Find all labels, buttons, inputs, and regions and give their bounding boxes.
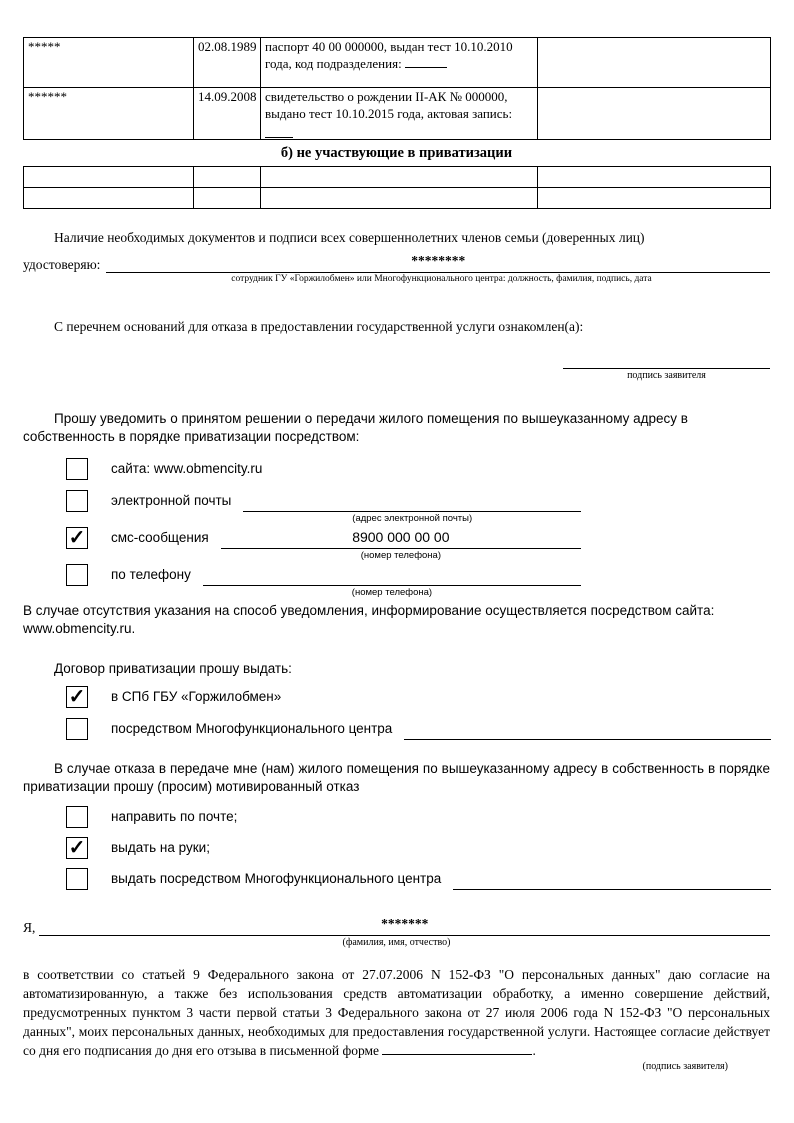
consent-pronoun: Я, (23, 919, 36, 935)
member-name-cell[interactable] (24, 166, 194, 187)
refusal-option-mfc (66, 868, 771, 890)
act-record-blank[interactable] (265, 125, 293, 138)
unit-code-blank[interactable] (405, 57, 447, 68)
document-cell[interactable] (261, 187, 538, 208)
participants-table (23, 37, 771, 140)
website-label: сайта: www.obmencity.ru (111, 460, 263, 476)
member-name-cell[interactable] (24, 187, 194, 208)
notify-intro: Прошу уведомить о принятом решении о передачи жилого помещения по вышеуказанному адресу в собственность в порядке приватизации посредством: (23, 410, 688, 444)
mail-checkbox[interactable] (66, 806, 88, 828)
refusal-intro: В случае отказа в передаче мне (нам) жилого помещения по вышеуказанному адресу в собственность в порядке приватизации прошу (просим) мотивированный отказ (23, 760, 770, 794)
table-row (24, 88, 771, 140)
member-name-cell: ****** (24, 88, 194, 140)
contract-mfc-checkbox[interactable] (66, 718, 88, 740)
birthdate-cell[interactable] (194, 187, 261, 208)
birthdate-cell: 14.09.2008 (194, 88, 261, 140)
consent-name-caption: (фамилия, имя, отчество) (342, 936, 451, 948)
non-participants-table (23, 166, 771, 209)
notify-option-email (66, 490, 581, 524)
notify-option-phone (66, 564, 581, 598)
certify-signature-field[interactable]: ******** (106, 253, 770, 273)
consent-name-field[interactable]: ******* (39, 916, 770, 936)
notify-option-sms (66, 527, 581, 561)
signature-cell[interactable] (538, 88, 771, 140)
consent-signature-caption: (подпись заявителя) (642, 1060, 728, 1072)
contract-option-mfc (66, 718, 771, 740)
applicant-signature-block (563, 354, 770, 382)
certify-paragraph: Наличие необходимых документов и подписи всех совершеннолетних членов семьи (доверенных лиц) (54, 229, 645, 245)
email-field-caption: (адрес электронной почты) (352, 512, 473, 524)
refusal-mfc-field[interactable] (453, 868, 771, 890)
sms-checkbox[interactable]: ✓ (66, 527, 88, 549)
consent-body (23, 965, 770, 1060)
fallback-note: В случае отсутствия указания на способ уведомления, информирование осуществляется посредством сайта: www.obmencity.ru. (23, 602, 715, 636)
consent-withdraw-blank[interactable] (382, 1043, 532, 1055)
contract-mfc-label: посредством Многофункционального центра (111, 720, 393, 736)
contract-mfc-field[interactable] (404, 718, 771, 740)
document-cell (261, 88, 538, 140)
table-row (24, 187, 771, 208)
sms-label: смс-сообщения (111, 529, 209, 545)
website-checkbox[interactable] (66, 458, 88, 480)
refusal-option-inperson (66, 837, 770, 859)
inperson-checkbox[interactable]: ✓ (66, 837, 88, 859)
signature-cell[interactable] (538, 187, 771, 208)
email-field[interactable] (243, 490, 581, 512)
phone-field-caption: (номер телефона) (351, 586, 433, 598)
signature-caption: подпись заявителя (627, 369, 706, 381)
birthdate-cell[interactable] (194, 166, 261, 187)
refusal-mfc-label: выдать посредством Многофункционального центра (111, 870, 442, 886)
birthdate-cell: 02.08.1989 (194, 38, 261, 88)
table-row (24, 38, 771, 88)
table-row (24, 166, 771, 187)
document-text: свидетельство о рождении II-АК № 000000, выдано тест 10.10.2015 года, актовая запись: (265, 89, 513, 121)
refusal-option-mail (66, 806, 770, 828)
document-cell[interactable] (261, 166, 538, 187)
consent-period: . (532, 1042, 536, 1058)
refusal-mfc-checkbox[interactable] (66, 868, 88, 890)
phone-checkbox[interactable] (66, 564, 88, 586)
phone-field[interactable] (203, 564, 581, 586)
document-text: паспорт 40 00 000000, выдан тест 10.10.2010 года, код подразделения: (265, 39, 513, 71)
consent-body-text: в соответствии со статьей 9 Федерального закона от 27.07.2006 N 152-ФЗ "О персональных данных" даю согласие на автоматизированную, а также без использования средств автоматизации обработку, а именно совершение действий, предусмотренных пунктом 3 части первой статьи 3 Федерального закона от 27 июля 2006 года N 152-ФЗ "О персональных данных", моих персональных данных, необходимых для предоставления государственной услуги. Настоящее согласие действует со дня его подписания до дня его отзыва в письменной форме (23, 966, 770, 1058)
signature-cell[interactable] (538, 166, 771, 187)
section-b-heading: б) не участвующие в приватизации (280, 144, 513, 161)
gorzhilobmen-label: в СПб ГБУ «Горжилобмен» (111, 688, 282, 704)
notify-option-website (66, 458, 770, 480)
phone-label: по телефону (111, 566, 191, 582)
refusal-ack-paragraph: С перечнем оснований для отказа в предоставлении государственной услуги ознакомлен(а): (54, 318, 584, 334)
contract-option-gorzhilobmen (66, 686, 770, 708)
gorzhilobmen-checkbox[interactable]: ✓ (66, 686, 88, 708)
signature-cell[interactable] (538, 38, 771, 88)
certify-caption: сотрудник ГУ «Горжилобмен» или Многофункционального центра: должность, фамилия, подпись, дата (231, 273, 652, 284)
inperson-label: выдать на руки; (111, 839, 210, 855)
sms-field-caption: (номер телефона) (360, 549, 441, 561)
contract-intro: Договор приватизации прошу выдать: (54, 660, 292, 676)
email-label: электронной почты (111, 492, 232, 508)
applicant-signature-line[interactable] (563, 354, 770, 369)
document-cell (261, 38, 538, 88)
sms-phone-field[interactable]: 8900 000 00 00 (221, 527, 581, 549)
email-checkbox[interactable] (66, 490, 88, 512)
certify-label: удостоверяю: (23, 256, 101, 272)
member-name-cell: ***** (24, 38, 194, 88)
mail-label: направить по почте; (111, 808, 238, 824)
